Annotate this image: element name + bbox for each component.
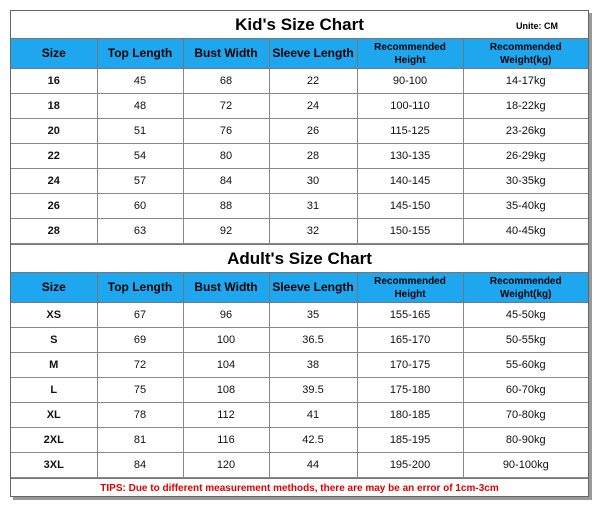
column-header: Recommended Height	[357, 39, 463, 69]
table-cell: 72	[97, 353, 183, 378]
table-row	[11, 94, 588, 119]
table-row	[11, 219, 588, 244]
size-cell: 16	[11, 69, 97, 94]
size-cell: S	[11, 328, 97, 353]
table-cell: 175-180	[357, 378, 463, 403]
table-cell: 24	[269, 94, 357, 119]
table-cell: 30-35kg	[463, 169, 588, 194]
table-cell: 48	[97, 94, 183, 119]
table-cell: 78	[97, 403, 183, 428]
table-cell: 180-185	[357, 403, 463, 428]
table-cell: 70-80kg	[463, 403, 588, 428]
table-cell: 51	[97, 119, 183, 144]
column-header: Recommended Weight(kg)	[463, 39, 588, 69]
kids-size-table	[11, 39, 588, 244]
table-cell: 63	[97, 219, 183, 244]
table-cell: 75	[97, 378, 183, 403]
size-cell: 2XL	[11, 428, 97, 453]
table-cell: 22	[269, 69, 357, 94]
table-row	[11, 378, 588, 403]
table-cell: 100-110	[357, 94, 463, 119]
kids-title-bar	[11, 11, 588, 39]
table-cell: 44	[269, 453, 357, 478]
table-cell: 80-90kg	[463, 428, 588, 453]
column-header: Bust Width	[183, 273, 269, 303]
table-cell: 130-135	[357, 144, 463, 169]
table-cell: 88	[183, 194, 269, 219]
size-cell: L	[11, 378, 97, 403]
table-cell: 69	[97, 328, 183, 353]
column-header: Recommended Height	[357, 273, 463, 303]
size-chart-sheet	[10, 10, 589, 497]
table-cell: 39.5	[269, 378, 357, 403]
table-cell: 170-175	[357, 353, 463, 378]
table-cell: 35	[269, 303, 357, 328]
kids-header-row	[11, 39, 588, 69]
tips-note: TIPS: Due to different measurement methods, there are may be an error of 1cm-3cm	[11, 478, 588, 499]
size-cell: M	[11, 353, 97, 378]
table-cell: 81	[97, 428, 183, 453]
table-cell: 55-60kg	[463, 353, 588, 378]
table-cell: 145-150	[357, 194, 463, 219]
column-header: Recommended Weight(kg)	[463, 273, 588, 303]
column-header: Bust Width	[183, 39, 269, 69]
table-cell: 76	[183, 119, 269, 144]
kids-chart-title: Kid's Size Chart	[235, 15, 364, 34]
table-cell: 60-70kg	[463, 378, 588, 403]
size-cell: 3XL	[11, 453, 97, 478]
table-row	[11, 403, 588, 428]
table-cell: 112	[183, 403, 269, 428]
size-cell: 22	[11, 144, 97, 169]
table-cell: 120	[183, 453, 269, 478]
column-header: Top Length	[97, 273, 183, 303]
table-cell: 67	[97, 303, 183, 328]
size-cell: 20	[11, 119, 97, 144]
size-cell: XL	[11, 403, 97, 428]
table-cell: 115-125	[357, 119, 463, 144]
table-cell: 104	[183, 353, 269, 378]
table-cell: 32	[269, 219, 357, 244]
table-cell: 54	[97, 144, 183, 169]
table-cell: 41	[269, 403, 357, 428]
table-cell: 140-145	[357, 169, 463, 194]
table-cell: 108	[183, 378, 269, 403]
table-row	[11, 303, 588, 328]
table-row	[11, 453, 588, 478]
column-header: Sleeve Length	[269, 273, 357, 303]
table-cell: 90-100	[357, 69, 463, 94]
table-row	[11, 69, 588, 94]
table-cell: 60	[97, 194, 183, 219]
size-cell: 18	[11, 94, 97, 119]
table-row	[11, 328, 588, 353]
table-cell: 18-22kg	[463, 94, 588, 119]
table-cell: 165-170	[357, 328, 463, 353]
table-row	[11, 119, 588, 144]
table-cell: 72	[183, 94, 269, 119]
table-cell: 28	[269, 144, 357, 169]
size-cell: 24	[11, 169, 97, 194]
table-cell: 26	[269, 119, 357, 144]
table-cell: 185-195	[357, 428, 463, 453]
table-row	[11, 353, 588, 378]
table-row	[11, 194, 588, 219]
table-cell: 195-200	[357, 453, 463, 478]
table-cell: 45-50kg	[463, 303, 588, 328]
table-cell: 45	[97, 69, 183, 94]
size-cell: XS	[11, 303, 97, 328]
table-cell: 50-55kg	[463, 328, 588, 353]
adults-header-row	[11, 273, 588, 303]
size-cell: 28	[11, 219, 97, 244]
adults-chart-title: Adult's Size Chart	[227, 249, 372, 268]
table-cell: 57	[97, 169, 183, 194]
table-cell: 36.5	[269, 328, 357, 353]
table-cell: 84	[97, 453, 183, 478]
table-row	[11, 169, 588, 194]
table-cell: 96	[183, 303, 269, 328]
table-cell: 155-165	[357, 303, 463, 328]
table-cell: 90-100kg	[463, 453, 588, 478]
unit-label: Unite: CM	[516, 21, 558, 31]
adults-title-bar	[11, 244, 588, 273]
table-cell: 84	[183, 169, 269, 194]
table-cell: 31	[269, 194, 357, 219]
column-header: Top Length	[97, 39, 183, 69]
table-row	[11, 144, 588, 169]
adults-size-table	[11, 273, 588, 478]
table-row	[11, 428, 588, 453]
table-cell: 42.5	[269, 428, 357, 453]
table-cell: 80	[183, 144, 269, 169]
table-cell: 35-40kg	[463, 194, 588, 219]
table-cell: 92	[183, 219, 269, 244]
column-header: Size	[11, 39, 97, 69]
table-cell: 14-17kg	[463, 69, 588, 94]
column-header: Sleeve Length	[269, 39, 357, 69]
table-cell: 68	[183, 69, 269, 94]
table-cell: 26-29kg	[463, 144, 588, 169]
table-cell: 116	[183, 428, 269, 453]
table-cell: 150-155	[357, 219, 463, 244]
table-cell: 100	[183, 328, 269, 353]
column-header: Size	[11, 273, 97, 303]
table-cell: 30	[269, 169, 357, 194]
size-cell: 26	[11, 194, 97, 219]
table-cell: 38	[269, 353, 357, 378]
table-cell: 40-45kg	[463, 219, 588, 244]
table-cell: 23-26kg	[463, 119, 588, 144]
